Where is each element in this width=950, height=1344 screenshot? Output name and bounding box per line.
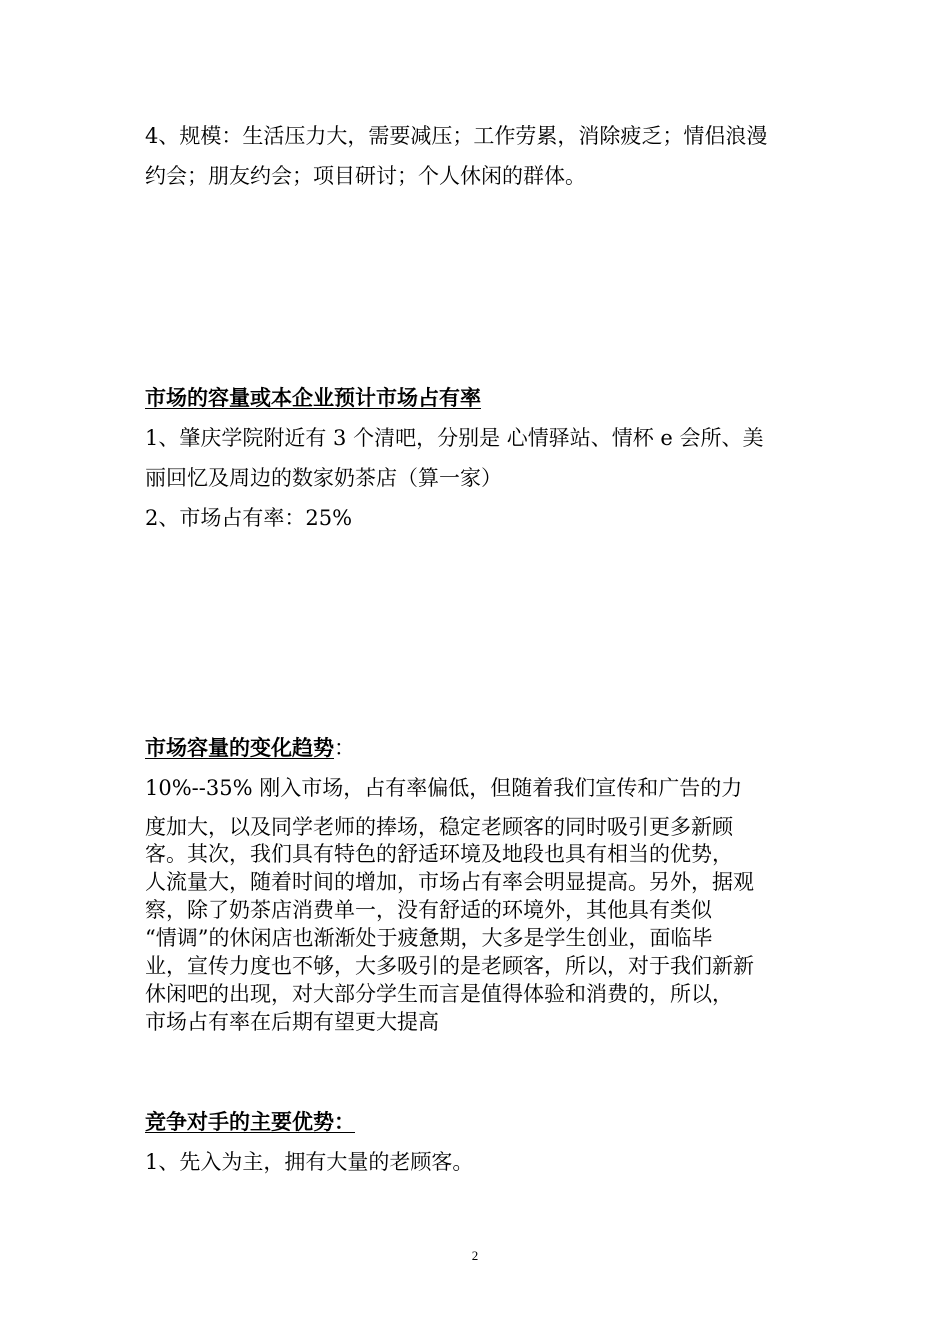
scale-paragraph (145, 116, 815, 196)
trend-line-1: 10%--35% 刚入市场，占有率偏低，但随着我们宣传和广告的力 (145, 776, 743, 800)
competitor-section (145, 1102, 815, 1182)
trend-heading-colon: ： (334, 736, 355, 760)
capacity-item-1-line-2: 丽回忆及周边的数家奶茶店（算一家） (145, 466, 502, 490)
scale-line-1: 4、规模：生活压力大，需要减压；工作劳累，消除疲乏；情侣浪漫 (145, 124, 768, 148)
trend-line-7: 业，宣传力度也不够，大多吸引的是老顾客，所以，对于我们新新 (145, 954, 754, 978)
capacity-item-1-line-1: 1、肇庆学院附近有 3 个清吧，分别是 心情驿站、情杯 e 会所、美 (145, 426, 764, 450)
page-number: 2 (471, 1248, 479, 1263)
trend-line-3: 客。其次，我们具有特色的舒适环境及地段也具有相当的优势， (145, 842, 733, 866)
trend-heading: 市场容量的变化趋势 (145, 735, 334, 760)
trend-line-2: 度加大，以及同学老师的捧场，稳定老顾客的同时吸引更多新顾 (145, 815, 733, 839)
capacity-section (145, 378, 815, 538)
trend-line-2-wrap (145, 810, 815, 844)
capacity-item-2: 2、市场占有率：25% (145, 506, 353, 530)
trend-line-4: 人流量大，随着时间的增加，市场占有率会明显提高。另外，据观 (145, 870, 754, 894)
competitor-heading: 竞争对手的主要优势： (145, 1109, 355, 1134)
scale-line-2: 约会；朋友约会；项目研讨；个人休闲的群体。 (145, 164, 586, 188)
trend-line-6: “情调”的休闲店也渐渐处于疲惫期，大多是学生创业，面临毕 (145, 926, 713, 950)
trend-line-9: 市场占有率在后期有望更大提高 (145, 1010, 439, 1034)
trend-line-8: 休闲吧的出现，对大部分学生而言是值得体验和消费的，所以， (145, 982, 733, 1006)
trend-line-5: 察，除了奶茶店消费单一，没有舒适的环境外，其他具有类似 (145, 898, 712, 922)
trend-heading-row (145, 728, 815, 768)
trend-paragraph (145, 840, 815, 1036)
competitor-item-1: 1、先入为主，拥有大量的老顾客。 (145, 1150, 474, 1174)
trend-section-header (145, 728, 815, 808)
capacity-heading: 市场的容量或本企业预计市场占有率 (145, 385, 481, 410)
